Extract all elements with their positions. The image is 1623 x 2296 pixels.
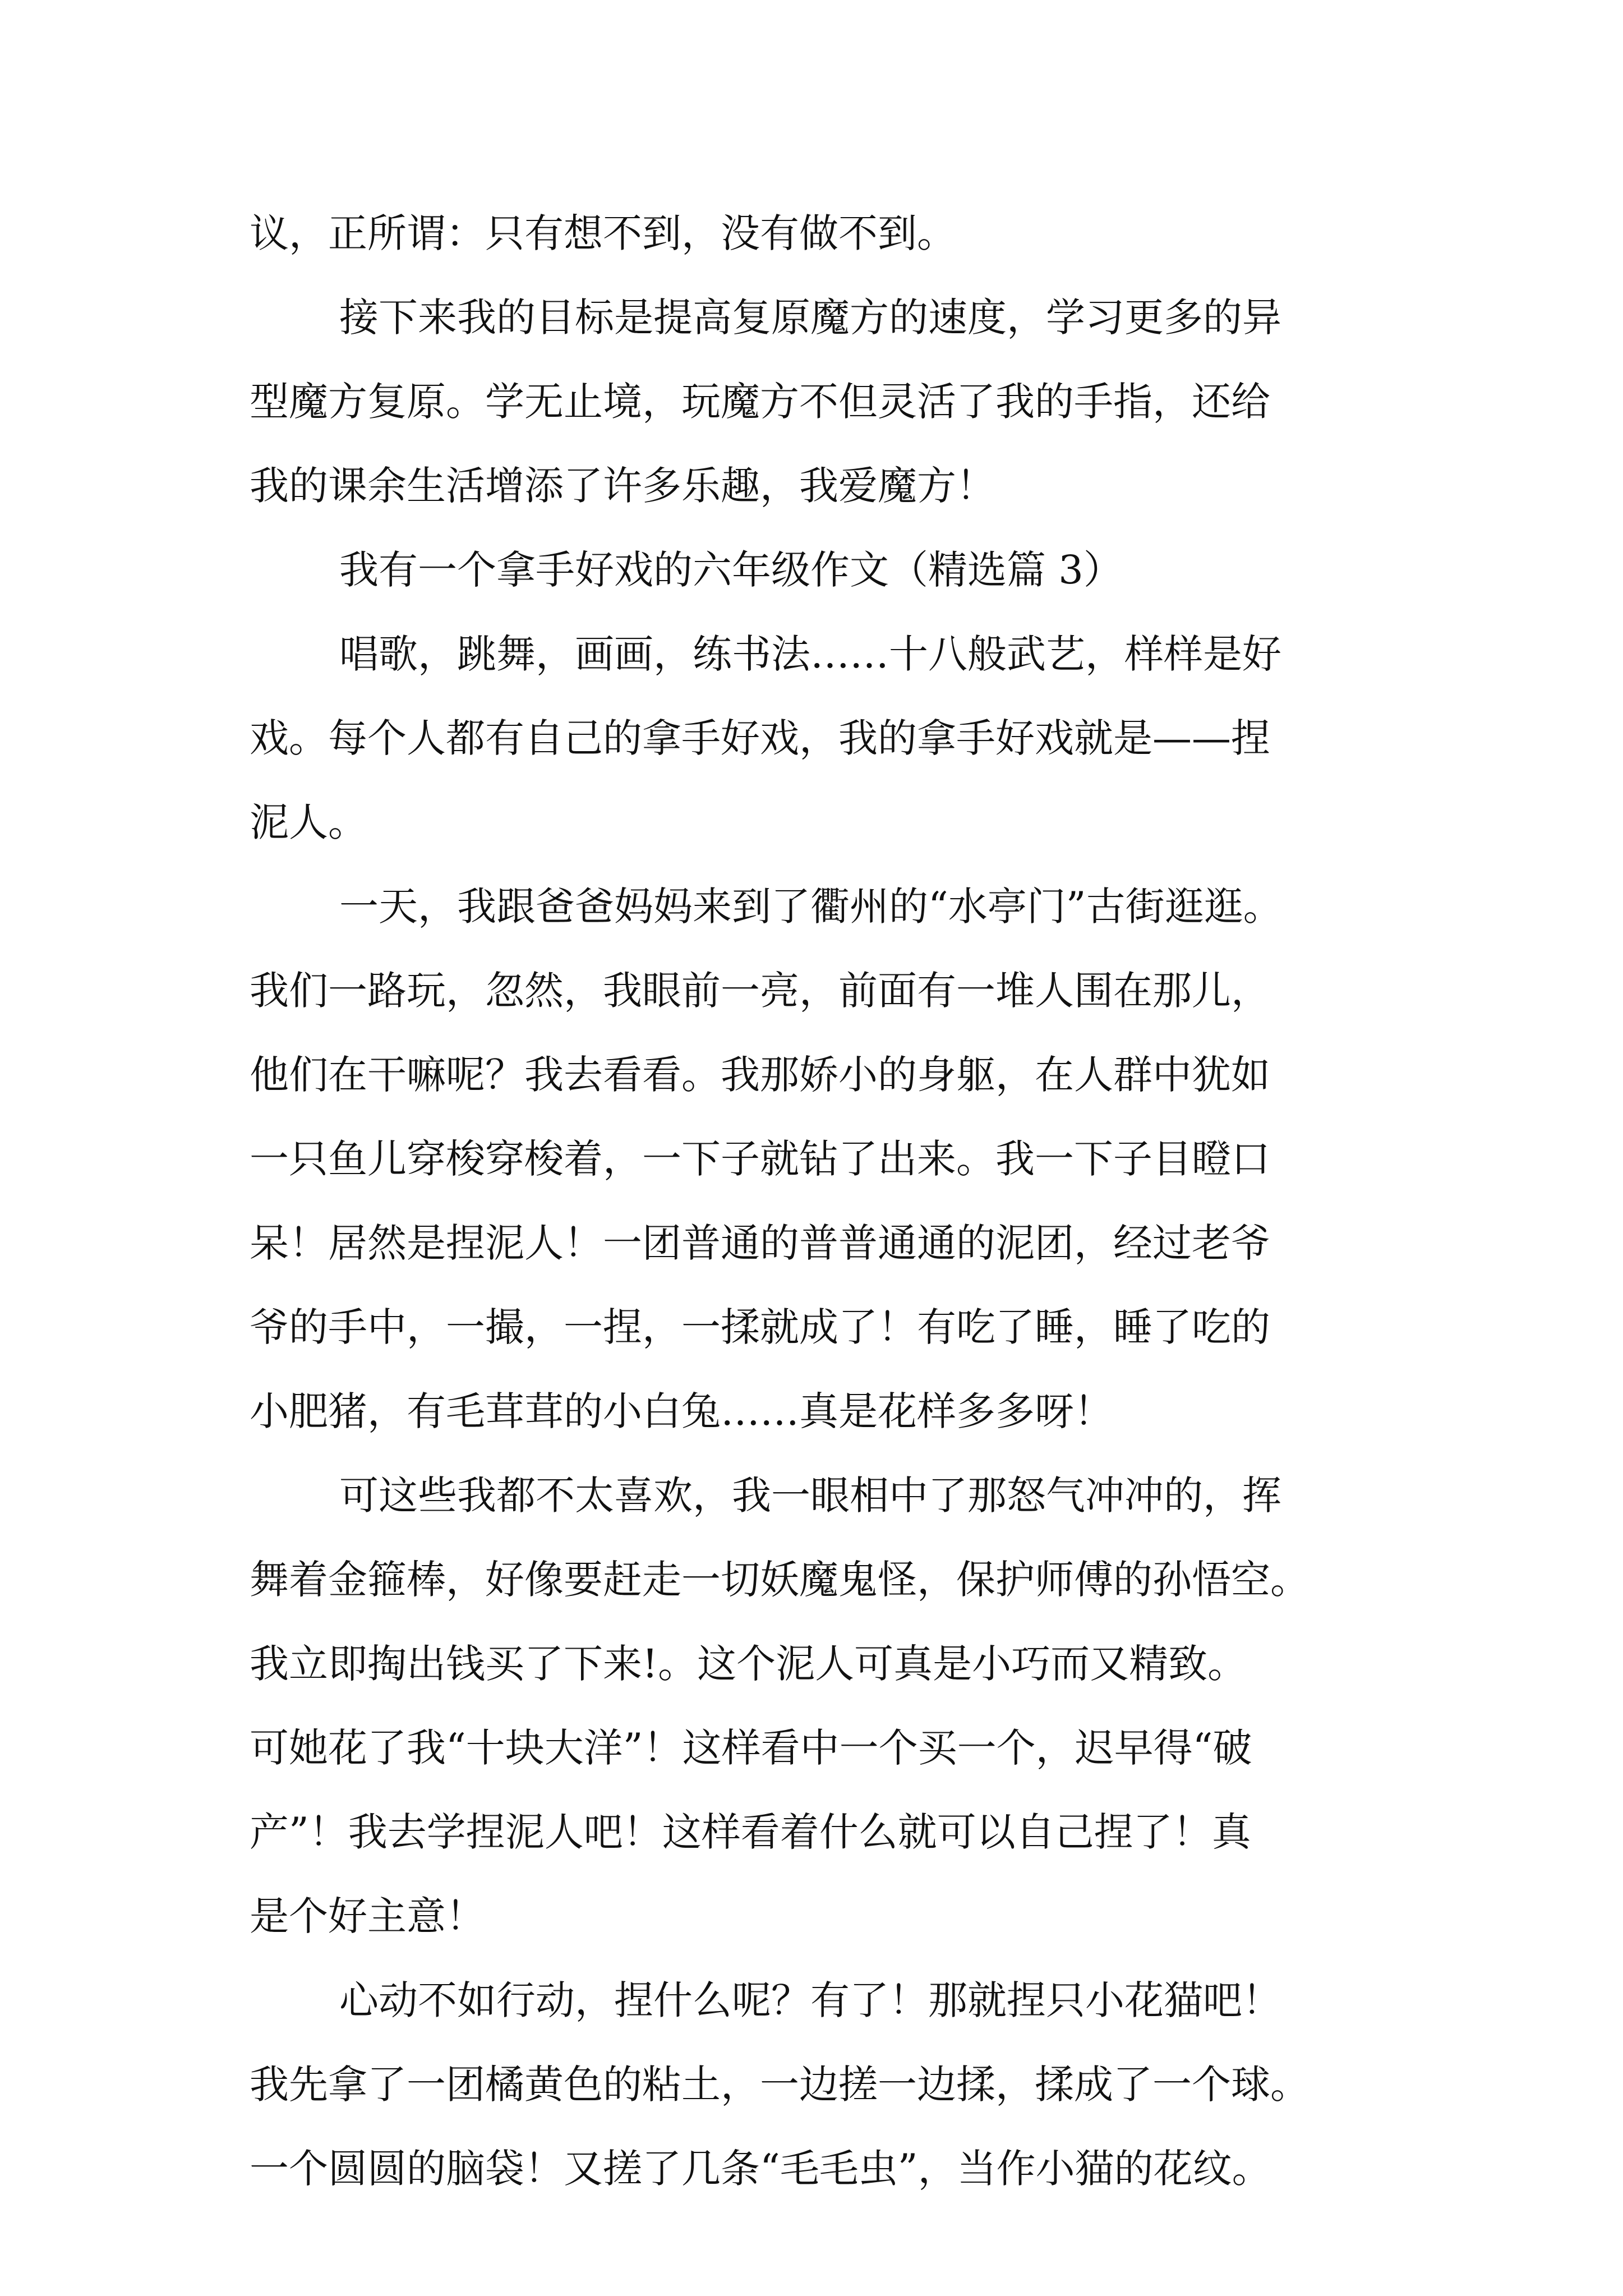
text-line: 他们在干嘛呢？我去看看。我那娇小的身躯，在人群中犹如	[250, 1052, 1270, 1098]
text-line: 一天，我跟爸爸妈妈来到了衢州的“水亭门”古街逛逛。	[339, 884, 1283, 930]
text-line: 舞着金箍棒，好像要赶走一切妖魔鬼怪，保护师傅的孙悟空。	[250, 1557, 1310, 1603]
section-heading: 我有一个拿手好戏的六年级作文（精选篇 3）	[339, 547, 1123, 593]
text-line: 我先拿了一团橘黄色的粘土，一边搓一边揉，揉成了一个球。	[250, 2062, 1310, 2108]
text-line: 戏。每个人都有自己的拿手好戏，我的拿手好戏就是——捏	[250, 715, 1270, 761]
text-line: 是个好主意！	[250, 1893, 485, 1939]
text-line: 爷的手中，一撮，一捏，一揉就成了！有吃了睡，睡了吃的	[250, 1304, 1270, 1350]
text-line: 心动不如行动，捏什么呢？有了！那就捏只小花猫吧！	[339, 1977, 1281, 2023]
text-line: 议，正所谓：只有想不到，没有做不到。	[250, 210, 956, 256]
text-line: 一只鱼儿穿梭穿梭着，一下子就钻了出来。我一下子目瞪口	[250, 1136, 1270, 1182]
text-line: 唱歌，跳舞，画画，练书法……十八般武艺，样样是好	[339, 631, 1281, 677]
text-line: 一个圆圆的脑袋！又搓了几条“毛毛虫”，当作小猫的花纹。	[250, 2146, 1271, 2192]
text-line: 呆！居然是捏泥人！一团普通的普普通通的泥团，经过老爷	[250, 1220, 1270, 1266]
text-line: 可这些我都不太喜欢，我一眼相中了那怒气冲冲的，挥	[339, 1473, 1281, 1519]
text-line: 可她花了我“十块大洋”！这样看中一个买一个，迟早得“破	[250, 1725, 1252, 1771]
text-line: 小肥猪，有毛茸茸的小白兔……真是花样多多呀！	[250, 1388, 1113, 1434]
text-line: 我立即掏出钱买了下来!。这个泥人可真是小巧而又精致。	[250, 1641, 1247, 1687]
text-line: 我的课余生活增添了许多乐趣，我爱魔方！	[250, 463, 995, 509]
text-line: 接下来我的目标是提高复原魔方的速度，学习更多的异	[339, 295, 1281, 341]
text-line: 泥人。	[250, 799, 367, 845]
text-line: 产”！我去学捏泥人吧！这样看着什么就可以自己捏了！真	[250, 1809, 1251, 1855]
text-line: 型魔方复原。学无止境，玩魔方不但灵活了我的手指，还给	[250, 379, 1270, 425]
text-line: 我们一路玩，忽然，我眼前一亮，前面有一堆人围在那儿，	[250, 968, 1270, 1014]
